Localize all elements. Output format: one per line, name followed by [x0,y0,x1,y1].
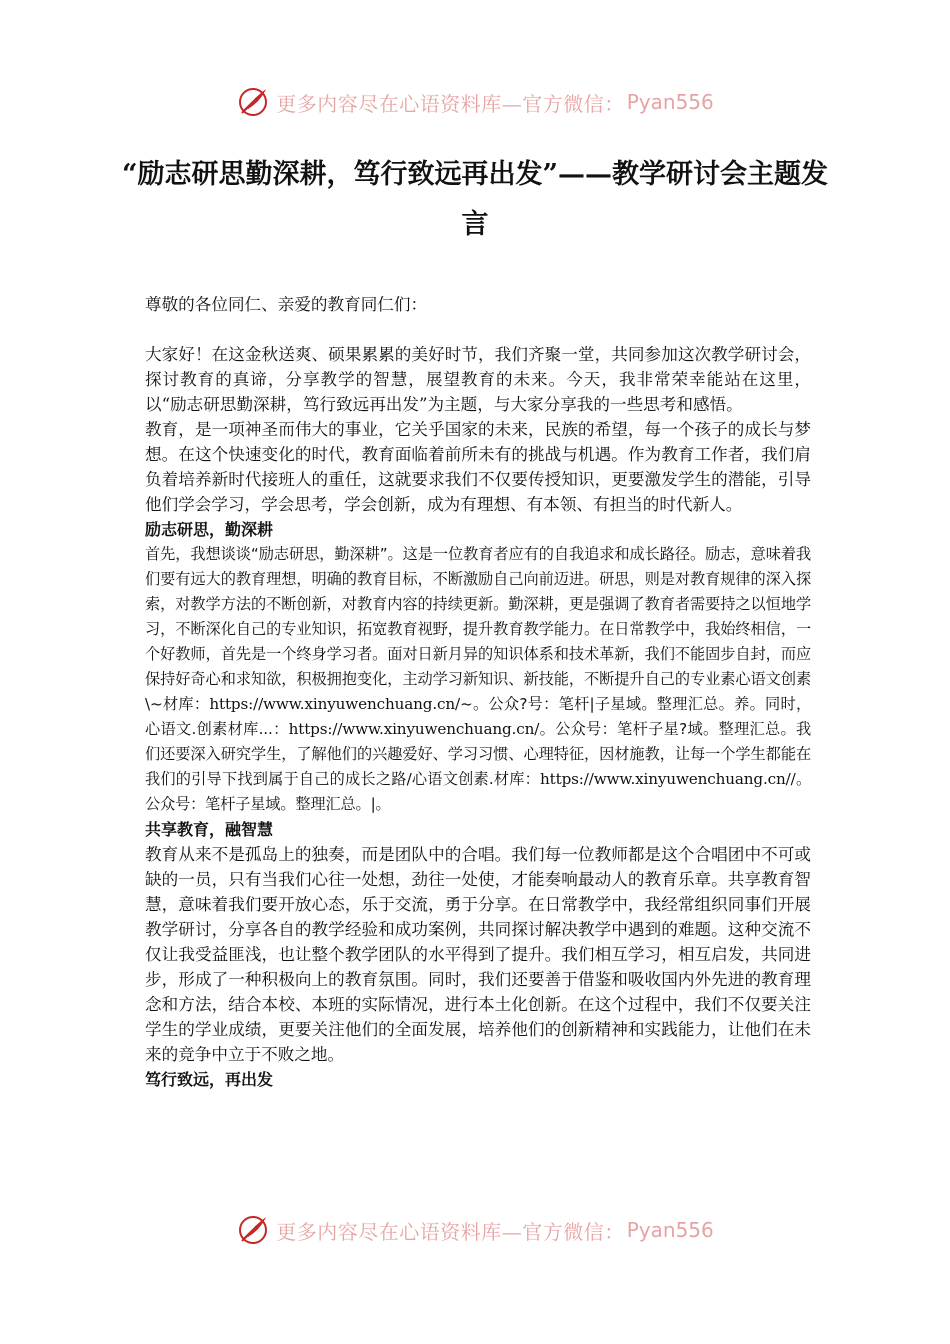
watermark-banner-top [0,82,950,122]
paragraph-education: 教育，是一项神圣而伟大的事业，它关乎国家的未来，民族的希望，每一个孩子的成长与梦想。在这个快速变化的时代，教育面临着前所未有的挑战与机遇。作为教育工作者，我们肩负着培养新时代接班人的重任，这就要求我们不仅要传授知识，更要激发学生的潜能，引导他们学会学习，学会思考，学会创新，成为有理想、有本领、有担当的时代新人。 [145,420,811,514]
watermark-banner-bottom [0,1210,950,1250]
wechat-id: Pyan556 [626,1218,714,1242]
paragraph-research-text-d: 。公众号：笔杆子星域。整理汇总。|。 [145,770,811,813]
paragraph-research-text-a: 首先，我想谈谈“励志研思，勤深耕”。这是一位教育者应有的自我追求和成长路径。励志，意味着我们要有远大的教育理想，明确的教育目标，不断激励自己向前迈进。研思，则是对教育规律的深入探索，对教学方法的不断创新，对教育内容的持续更新。勤深耕，更是强调了教育者需要持之以恒地学习，不断深化自己的专业知识，拓宽教育视野，提升教育教学能力。在日常教学中，我始终相信，一个好教师，首先是一个终身学习者。面对日新月异的知识体系和技术革新，我们不能固步自封，而应保持好奇心和求知欲，积极拥抱变化，主动学习新知识、新技能，不断提升自己的专业素心语文创素\~材库： [145,545,811,713]
banner-text: 更多内容尽在心语资料库—官方微信： [276,91,625,116]
quill-logo-icon [236,1212,272,1248]
paragraph-sharing: 教育从来不是孤岛上的独奏，而是团队中的合唱。我们每一位教师都是这个合唱团中不可或缺的一员，只有当我们心往一处想，劲往一处使，才能奏响最动人的教育乐章。共享教育智慧，意味着我们要开放心态，乐于交流，勇于分享。在日常教学中，我经常组织同事们开展教学研讨，分享各自的教学经验和成功案例，共同探讨解决教学中遇到的难题。这种交流不仅让我受益匪浅，也让整个教学团队的水平得到了提升。我们相互学习，相互启发，共同进步，形成了一种积极向上的教育氛围。同时，我们还要善于借鉴和吸收国内外先进的教育理念和方法，结合本校、本班的实际情况，进行本土化创新。在这个过程中，我们不仅要关注学生的学业成绩，更要关注他们的全面发展，培养他们的创新精神和实践能力，让他们在未来的竞争中立于不败之地。 [145,845,811,1064]
document-body [145,292,811,1092]
banner-text: 更多内容尽在心语资料库—官方微信： [276,1219,625,1244]
section-heading-2: 共享教育，融智慧 [145,820,274,839]
paragraph-intro: 大家好！在这金秋送爽、硕果累累的美好时节，我们齐聚一堂，共同参加这次教学研讨会，探讨教育的真谛，分享教学的智慧，展望教育的未来。今天，我非常荣幸能站在这里，以“励志研思勤深耕，笃行致远再出发”为主题，与大家分享我的一些思考和感悟。 [145,345,811,414]
wechat-id: Pyan556 [626,90,714,114]
page-title: “励志研思勤深耕，笃行致远再出发”——教学研讨会主题发言 [121,159,829,240]
paragraph-research [145,542,811,817]
paragraph-research-text-b: 。公众?号：笔杆|子星域。整理汇总。养。同时，心语文.创素材库...： [145,695,812,738]
section-heading-1: 励志研思，勤深耕 [145,520,274,539]
source-url-1: https://www.xinyuwenchuang.cn/~ [209,695,473,713]
quill-logo-icon [236,84,272,120]
source-url-2: https://www.xinyuwenchuang.cn/ [288,720,540,738]
greeting: 尊敬的各位同仁、亲爱的教育同仁们： [145,295,428,314]
section-heading-3: 笃行致远，再出发 [145,1070,274,1089]
source-url-3: https://www.xinyuwenchuang.cn// [540,770,796,788]
paragraph-research-text-c: 。公众号：笔杆子星?域。整理汇总。我们还要深入研究学生，了解他们的兴趣爱好、学习习惯、心理特征，因材施教，让每一个学生都能在我们的引导下找到属于自己的成长之路/心语文创素.材库： [145,720,811,788]
